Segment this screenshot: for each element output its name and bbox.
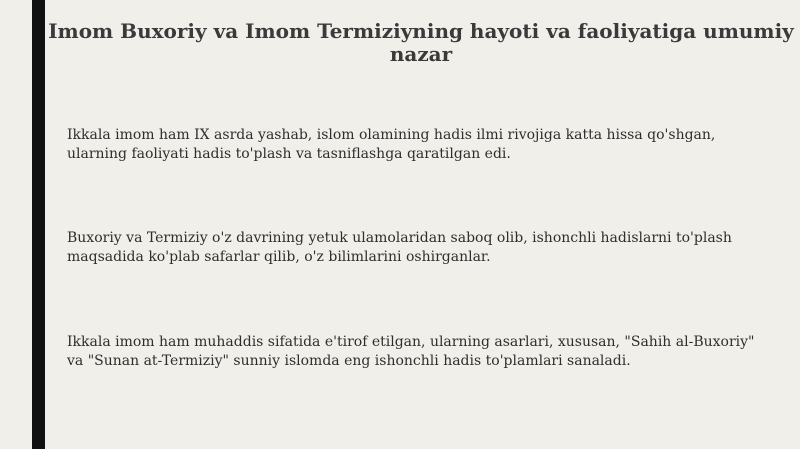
paragraph-1: Ikkala imom ham IX asrda yashab, islom olamining hadis ilmi rivojiga katta hissa qo'shgan, ularning faoliyati hadis to'plash va tasniflashga qaratilgan edi. xyxy=(67,127,716,162)
slide-title: Imom Buxoriy va Imom Termiziyning hayoti va faoliyatiga umumiy nazar xyxy=(48,19,794,66)
paragraph-2: Buxoriy va Termiziy o'z davrining yetuk ulamolaridan saboq olib, ishonchli hadislarni to'plash maqsadida ko'plab safarlar qilib, o'z bilimlarini oshirganlar. xyxy=(67,230,732,265)
accent-side-bar xyxy=(32,0,45,449)
paragraph-3: Ikkala imom ham muhaddis sifatida e'tirof etilgan, ularning asarlari, xususan, "Sahih al-Buxoriy" va "Sunan at-Termiziy" sunniy islomda eng ishonchli hadis to'plamlari sanaladi. xyxy=(67,334,755,369)
